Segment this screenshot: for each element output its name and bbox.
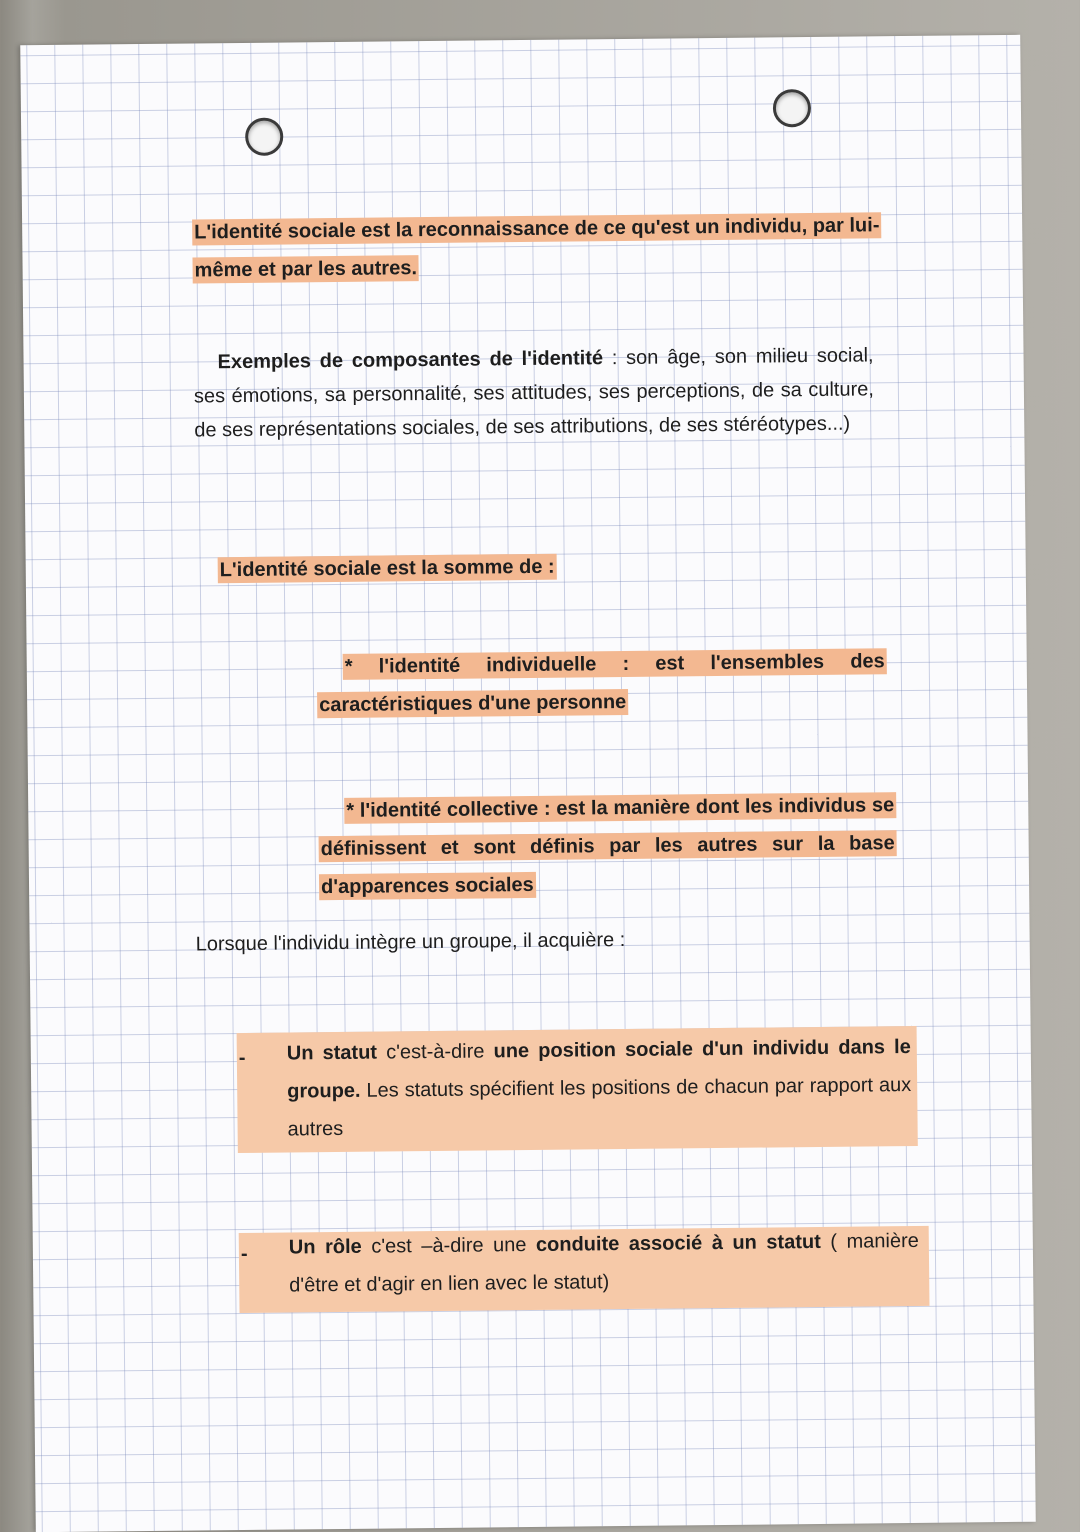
grid-paper-sheet: [20, 35, 1036, 1532]
definition-paragraph: [192, 206, 893, 289]
examples-label: Exemples de composantes de l'identité: [217, 347, 604, 374]
punch-hole-left: [245, 118, 283, 156]
role-term: Un rôle: [288, 1235, 362, 1259]
dash-icon: -: [240, 1242, 248, 1266]
individual-term: l'identité individuelle :: [378, 652, 630, 678]
status-term: Un statut: [286, 1041, 378, 1065]
examples-paragraph: [193, 338, 874, 447]
bullet-icon: *: [344, 655, 353, 678]
role-connector: c'est –à-dire une: [361, 1233, 537, 1258]
group-intro: Lorsque l'individu intègre un groupe, il acquière :: [195, 928, 626, 956]
collective-definition: est la manière dont les individus se définissent et sont définis par les autres sur la base d'apparences sociales: [320, 794, 895, 899]
individual-definition: est l'ensembles des caractéristiques d'une personne: [319, 650, 885, 717]
examples-text: : son âge, son milieu social, ses émotions, sa personnalité, ses attitudes, ses perceptions, de sa culture, de ses représentations sociales, de ses attributions, de ses stéréotypes...): [193, 344, 875, 442]
definition-text: L'identité sociale est la reconnaissance de ce qu'est un individu, par lui-même et par les autres.: [192, 212, 882, 283]
dash-icon: -: [238, 1046, 246, 1070]
status-rest: Les statuts spécifient les positions de chacun par rapport aux autres: [287, 1074, 912, 1141]
role-rest: ( manière d'être et d'agir en lien avec le statut): [289, 1229, 919, 1297]
punch-hole-right: [773, 89, 811, 127]
sum-heading: L'identité sociale est la somme de :: [218, 554, 557, 584]
role-meaning: conduite associé à un statut: [535, 1230, 821, 1256]
collective-term: l'identité collective :: [359, 797, 551, 822]
sum-heading-block: [218, 548, 557, 590]
bullet-icon: *: [346, 799, 355, 822]
status-connector: c'est-à-dire: [376, 1040, 494, 1064]
individual-identity-item: [317, 642, 888, 724]
status-item: [287, 1028, 912, 1149]
role-item: [289, 1222, 920, 1305]
status-meaning: une position sociale d'un individu dans le groupe.: [287, 1036, 911, 1103]
collective-identity-item: [318, 786, 897, 906]
